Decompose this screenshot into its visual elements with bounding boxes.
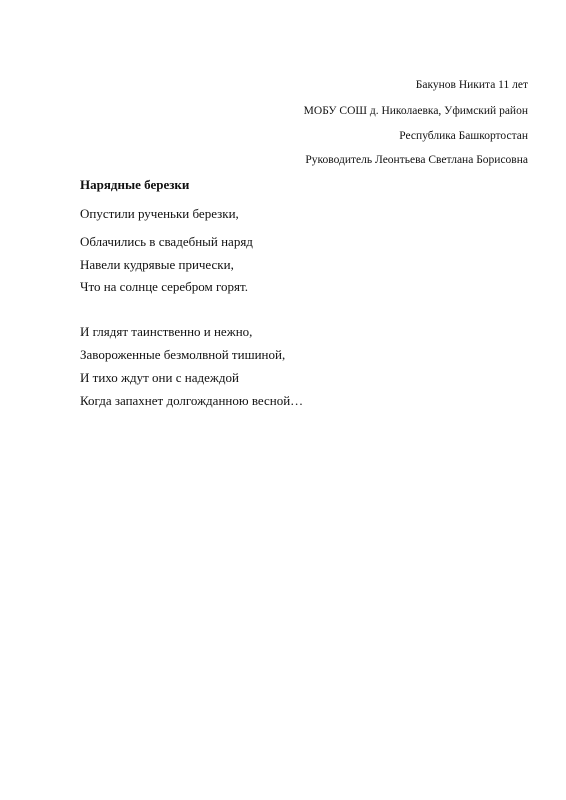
poem-line: Опустили рученьки березки, [80,206,239,221]
author-name-age: Бакунов Никита 11 лет [415,79,528,91]
republic: Республика Башкортостан [399,130,528,142]
poem-line: Когда запахнет долгожданною весной… [80,393,304,408]
poem-line: И глядят таинственно и нежно, [80,324,253,339]
poem-line: И тихо ждут они с надеждой [80,370,239,385]
school-location: МОБУ СОШ д. Николаевка, Уфимский район [303,105,528,117]
supervisor: Руководитель Леонтьева Светлана Борисовна [305,154,528,166]
poem-line: Навели кудрявые прически, [80,257,234,272]
poem-title: Нарядные березки [80,177,190,192]
poem-line: Что на солнце серебром горят. [80,279,248,294]
poem-line: Завороженные безмолвной тишиной, [80,347,286,362]
poem-line: Облачились в свадебный наряд [80,234,253,249]
